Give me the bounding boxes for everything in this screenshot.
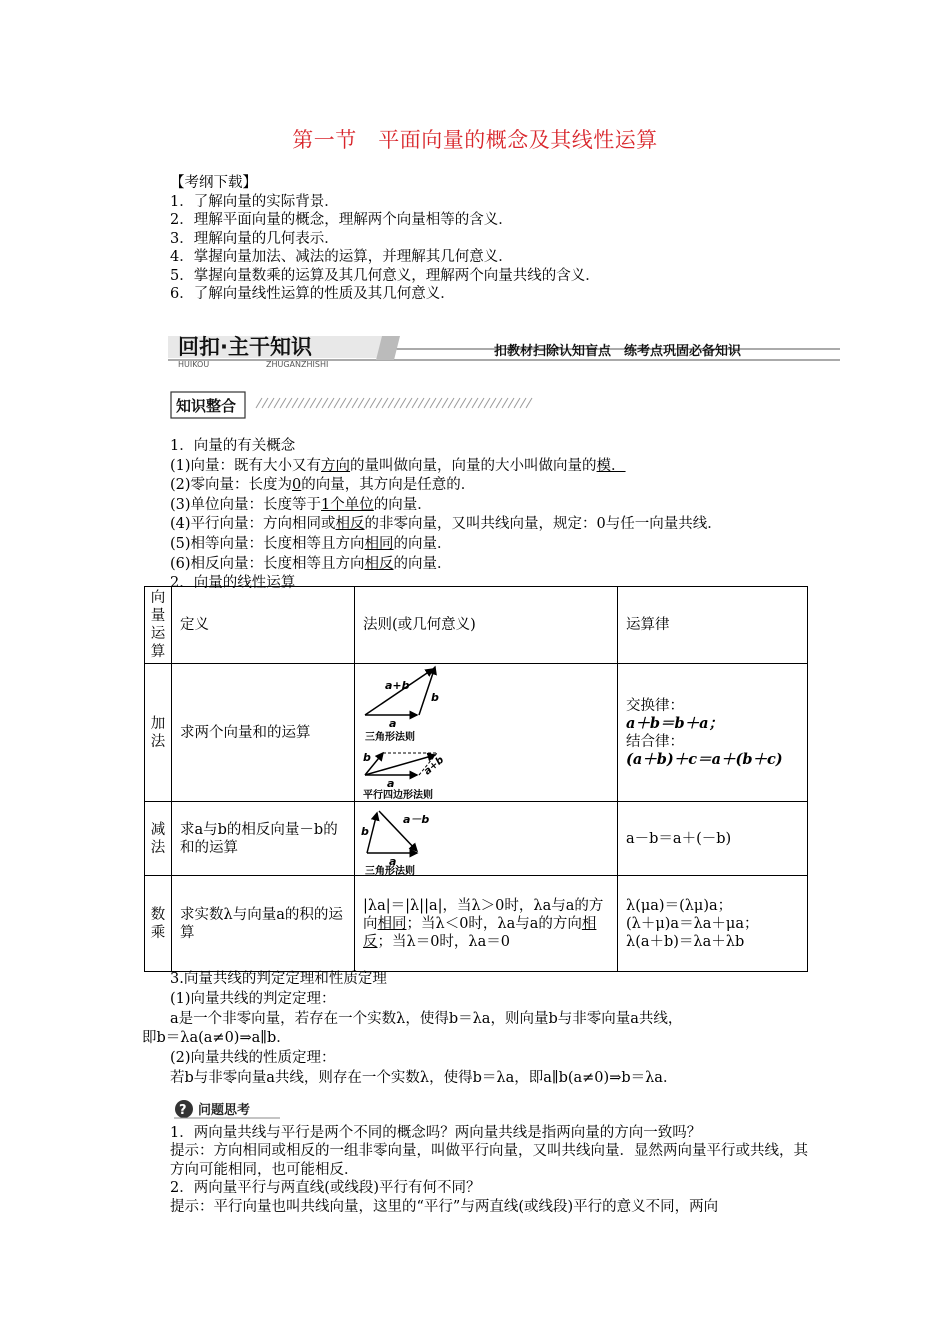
banner-title: 回扣·主干知识 [178, 335, 312, 359]
knowledge-label [170, 390, 540, 420]
add-tri-caption: 三角形法则 [365, 731, 415, 743]
outline-heading: 【考纲下载】 [170, 175, 257, 191]
header-def: 定义 [172, 587, 355, 664]
concepts-section [170, 437, 722, 594]
knowledge-label-text: 知识整合 [176, 397, 237, 415]
law-scalar: λ(μa)＝(λμ)a； (λ＋μ)a＝λa＋μa； λ(a＋b)＝λa＋λb [618, 876, 808, 972]
outline-item: 5．掌握向量数乘的运算及其几何意义，理解两个向量共线的含义． [170, 267, 600, 284]
header-op: 向量运算 [145, 587, 172, 664]
outline-item: 1．了解向量的实际背景． [170, 193, 339, 210]
header-rule: 法则(或几何意义) [355, 587, 618, 664]
add-par-label-sum: a+b [422, 754, 447, 777]
subtraction-figure [359, 803, 479, 875]
thinking-section [170, 1124, 818, 1216]
outline-item: 2．理解平面向量的概念，理解两个向量相等的含义． [170, 212, 513, 228]
law-subtraction: a－b＝a＋(－b) [618, 802, 808, 876]
theorem-p2-title: (2)向量共线的性质定理： [170, 1050, 336, 1067]
add-par-caption: 平行四边形法则 [363, 789, 433, 801]
concept-vector: (1)向量：既有大小又有方向的量叫做向量，向量的大小叫做向量的模． [170, 457, 626, 474]
concept-parallel-vector: (4)平行向量：方向相同或相反的非零向量，又叫共线向量，规定：0与任一向量共线． [170, 516, 722, 533]
outline-section [170, 174, 600, 304]
sub-label-a: a [389, 854, 397, 868]
concept-opposite-vector: (6)相反向量：长度相等且方向相反的向量． [170, 555, 452, 572]
linear-operations-table [144, 586, 808, 972]
def-addition: 求两个向量和的运算 [172, 664, 355, 802]
page-title: 第一节 平面向量的概念及其线性运算 [292, 128, 658, 152]
answer-2: 提示：平行向量也叫共线向量，这里的“平行”与两直线(或线段)平行的意义不同，两向 [170, 1198, 719, 1215]
rule-subtraction [355, 802, 618, 876]
collinear-theorem-section [142, 970, 820, 1089]
thinking-label [170, 1098, 290, 1120]
svg-text:?: ? [179, 1103, 187, 1118]
table-header-row [145, 587, 808, 664]
sub-label-b: b [361, 824, 369, 838]
concept-unit-vector: (3)单位向量：长度等于1个单位的向量． [170, 496, 432, 513]
op-subtraction: 减法 [145, 802, 172, 876]
thinking-label-text: 问题思考 [198, 1103, 251, 1118]
outline-item: 3．理解向量的几何表示． [170, 230, 339, 247]
rule-scalar: |λa|＝|λ||a|，当λ＞0时，λa与a的方向相同；当λ＜0时，λa与a的方向相反；当λ＝0时，λa＝0 [355, 876, 618, 972]
concept-zero-vector: (2)零向量：长度为0的向量，其方向是任意的． [170, 477, 476, 494]
law-addition: 交换律： a＋b＝b＋a； 结合律： (a＋b)＋c＝a＋(b＋c) [618, 664, 808, 802]
outline-item: 6．了解向量线性运算的性质及其几何意义． [170, 286, 455, 302]
sub-caption: 三角形法则 [365, 865, 415, 875]
section-banner [168, 332, 840, 368]
theorem-heading: 3.向量共线的判定定理和性质定理 [170, 971, 387, 987]
answer-1: 提示：方向相同或相反的一组非零向量，叫做平行向量，又叫共线向量．显然两向量平行或共线，其方向可能相同，也可能相反． [170, 1143, 808, 1178]
op-addition: 加法 [145, 664, 172, 802]
add-par-label-b: b [363, 750, 371, 764]
table-row-subtraction [145, 802, 808, 876]
banner-pinyin-left: HUIKOU [178, 360, 210, 368]
header-law: 运算律 [618, 587, 808, 664]
theorem-p2-text: 若b与非零向量a共线，则存在一个实数λ，使得b＝λa，即a∥b(a≠0)⇒b＝λa． [170, 1069, 678, 1086]
add-tri-label-sum: a+b [385, 678, 410, 692]
theorem-p1-text: a是一个非零向量，若存在一个实数λ，使得b＝λa，则向量b与非零向量a共线， [170, 1010, 683, 1027]
question-1: 1．两向量共线与平行是两个不同的概念吗？两向量共线是指两向量的方向一致吗？ [170, 1125, 702, 1141]
def-subtraction: 求a与b的相反向量－b的和的运算 [172, 802, 355, 876]
banner-pinyin-right: ZHUGANZHISHI [266, 360, 329, 368]
rule-addition [355, 664, 618, 802]
sub-label-diff: a－b [403, 812, 430, 826]
add-tri-label-a: a [389, 716, 397, 730]
outline-item: 4．掌握向量加法、减法的运算，并理解其几何意义． [170, 249, 513, 265]
add-tri-label-b: b [431, 690, 439, 704]
add-par-label-a: a [387, 776, 395, 790]
table-row-scalar [145, 876, 808, 972]
question-2: 2．两向量平行与两直线(或线段)平行有何不同？ [170, 1180, 481, 1197]
banner-slogan: 扣教材扫除认知盲点 练考点巩固必备知识 [494, 344, 742, 359]
theorem-p1-title: (1)向量共线的判定定理： [170, 990, 336, 1007]
op-scalar: 数乘 [145, 876, 172, 972]
table-row-addition [145, 664, 808, 802]
addition-figures [359, 665, 479, 801]
theorem-p1-text2: 即b＝λa(a≠0)⇒a∥b． [142, 1030, 291, 1047]
def-scalar: 求实数λ与向量a的积的运算 [172, 876, 355, 972]
concept-equal-vector: (5)相等向量：长度相等且方向相同的向量． [170, 535, 452, 552]
linear-ops-heading: 2．向量的线性运算 [170, 575, 296, 592]
concepts-heading: 1．向量的有关概念 [170, 438, 296, 454]
